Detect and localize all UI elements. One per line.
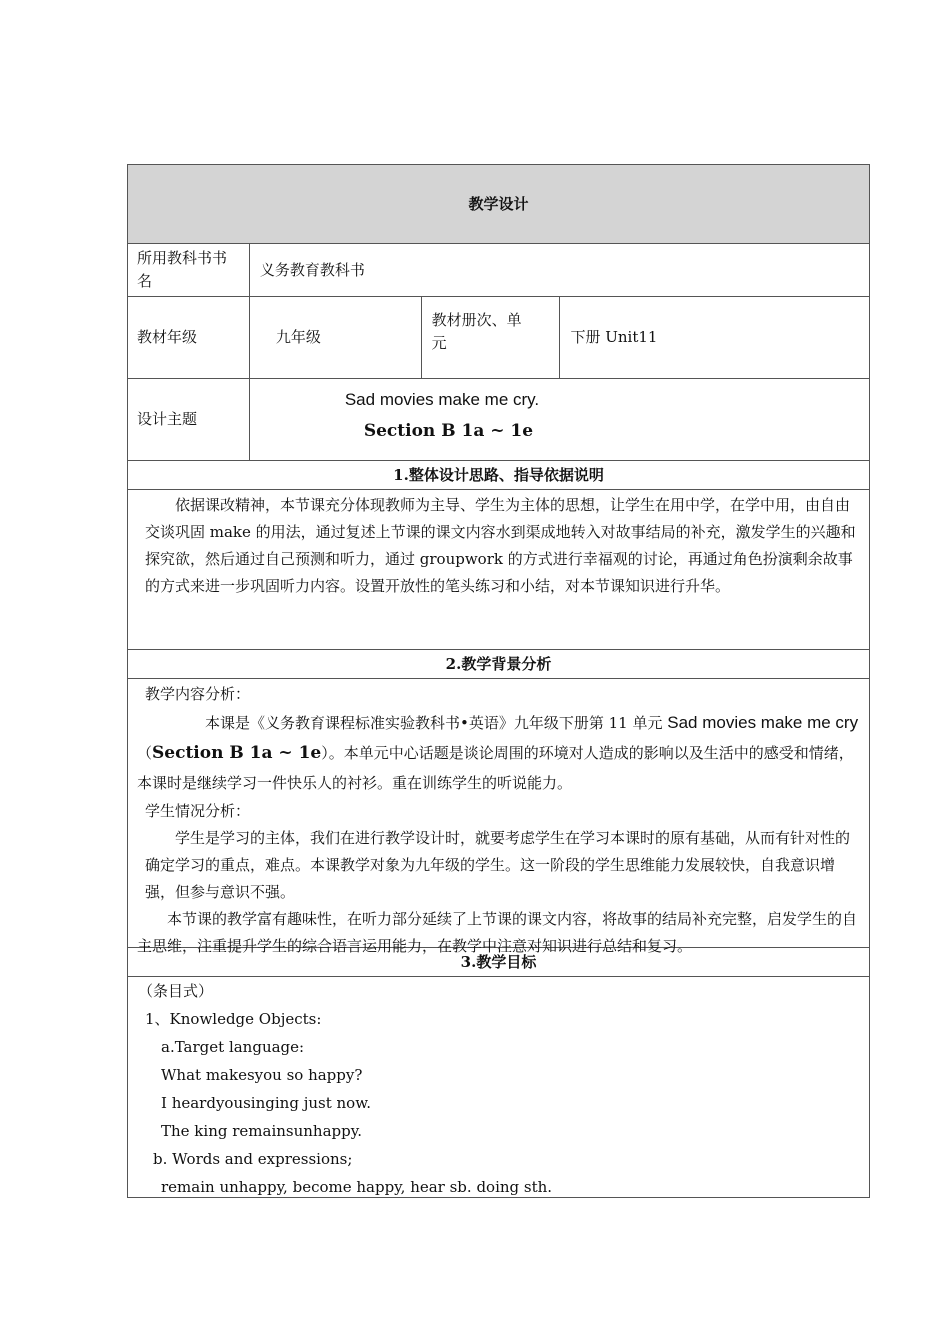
theme-label: 设计主题 <box>128 379 250 460</box>
section1-title: 1.整体设计思路、指导依据说明 <box>393 465 604 484</box>
grade-label: 教材年级 <box>128 297 250 378</box>
section1-body <box>128 490 869 649</box>
format-note: （条目式） <box>138 982 214 1000</box>
target-language-heading: a.Target language: <box>161 1038 305 1056</box>
table-header-row <box>128 165 870 244</box>
section2-title: 2.教学背景分析 <box>445 654 552 673</box>
sentence-1: What makesyou so happy? <box>161 1066 363 1084</box>
section3-title: 3.教学目标 <box>460 952 537 971</box>
textbook-label: 所用教科书书名 <box>128 244 250 296</box>
textbook-value: 义务教育教科书 <box>259 260 365 279</box>
volume-value: 下册 Unit11 <box>570 328 658 346</box>
grade-row <box>128 297 870 379</box>
section1-title-row <box>128 461 870 490</box>
content-text-paren-close: ） <box>321 744 329 762</box>
section3-body <box>128 977 869 1197</box>
content-text-pre: 本课是《义务教育课程标准实验教科书•英语》九年级下册第 11 单元 <box>205 714 668 732</box>
section2-body <box>128 679 869 955</box>
content-analysis-label: 教学内容分析： <box>145 685 251 703</box>
theme-value <box>250 379 869 460</box>
volume-label: 教材册次、单元 <box>422 297 561 378</box>
section1-body-row <box>128 490 870 650</box>
lesson-plan-table <box>127 164 870 1198</box>
theme-subtitle: Section B 1a ~ 1e <box>363 421 534 441</box>
textbook-row <box>128 244 870 297</box>
sentence-3: The king remainsunhappy. <box>161 1122 362 1140</box>
section3-body-row <box>128 977 870 1198</box>
words-heading: b. Words and expressions; <box>153 1150 353 1168</box>
theme-title: Sad movies make me cry. <box>344 390 540 409</box>
table-title: 教学设计 <box>128 165 869 243</box>
sentence-2: I heardyousinging just now. <box>161 1094 372 1112</box>
content-text-post: 。本单元中心话题是谈论周围的环境对人造成的影响以及生活中的感受和情绪，本课时是继续学习一件快乐人的衬衫。重在训练学生的听说能力。 <box>137 744 854 792</box>
content-analysis-text <box>137 708 861 798</box>
section1-text: 依据课改精神，本节课充分体现教师为主导、学生为主体的思想，让学生在用中学，在学中用，由自由交谈巩固 make 的用法，通过复述上节课的课文内容水到渠成地转入对故事结局的补充，激发学生的兴趣和探究欲，然后通过自己预测和听力，通过 groupwork 的方式进行幸福观的讨论，再通过角色扮演剩余故事的方式来进一步巩固听力内容。设置开放性的笔头练习和小结，对本节课知识进行升华。 <box>145 496 856 595</box>
content-text-english: Sad movies make me cry <box>667 713 859 732</box>
content-text-paren-open: （ <box>137 744 153 762</box>
student-analysis-label: 学生情况分析： <box>145 802 251 820</box>
words-list: remain unhappy, become happy, hear sb. doing sth. <box>161 1178 553 1196</box>
theme-row <box>128 379 870 461</box>
content-text-section: Section B 1a ~ 1e <box>152 743 322 763</box>
student-analysis-p2: 本节课的教学富有趣味性，在听力部分延续了上节课的课文内容，将故事的结局补充完整，启发学生的自主思维，注重提升学生的综合语言运用能力，在教学中注意对知识进行总结和复习。 <box>137 910 858 955</box>
section3-title-row <box>128 948 870 977</box>
section2-body-row <box>128 679 870 955</box>
student-analysis-p1: 学生是学习的主体，我们在进行教学设计时，就要考虑学生在学习本课时的原有基础，从而有针对性的确定学习的重点，难点。本课教学对象为九年级的学生。这一阶段的学生思维能力发展较快，自我意识增强，但参与意识不强。 <box>145 829 851 901</box>
knowledge-heading: 1、Knowledge Objects: <box>145 1010 322 1028</box>
section2-title-row <box>128 650 870 679</box>
grade-value: 九年级 <box>250 297 422 378</box>
